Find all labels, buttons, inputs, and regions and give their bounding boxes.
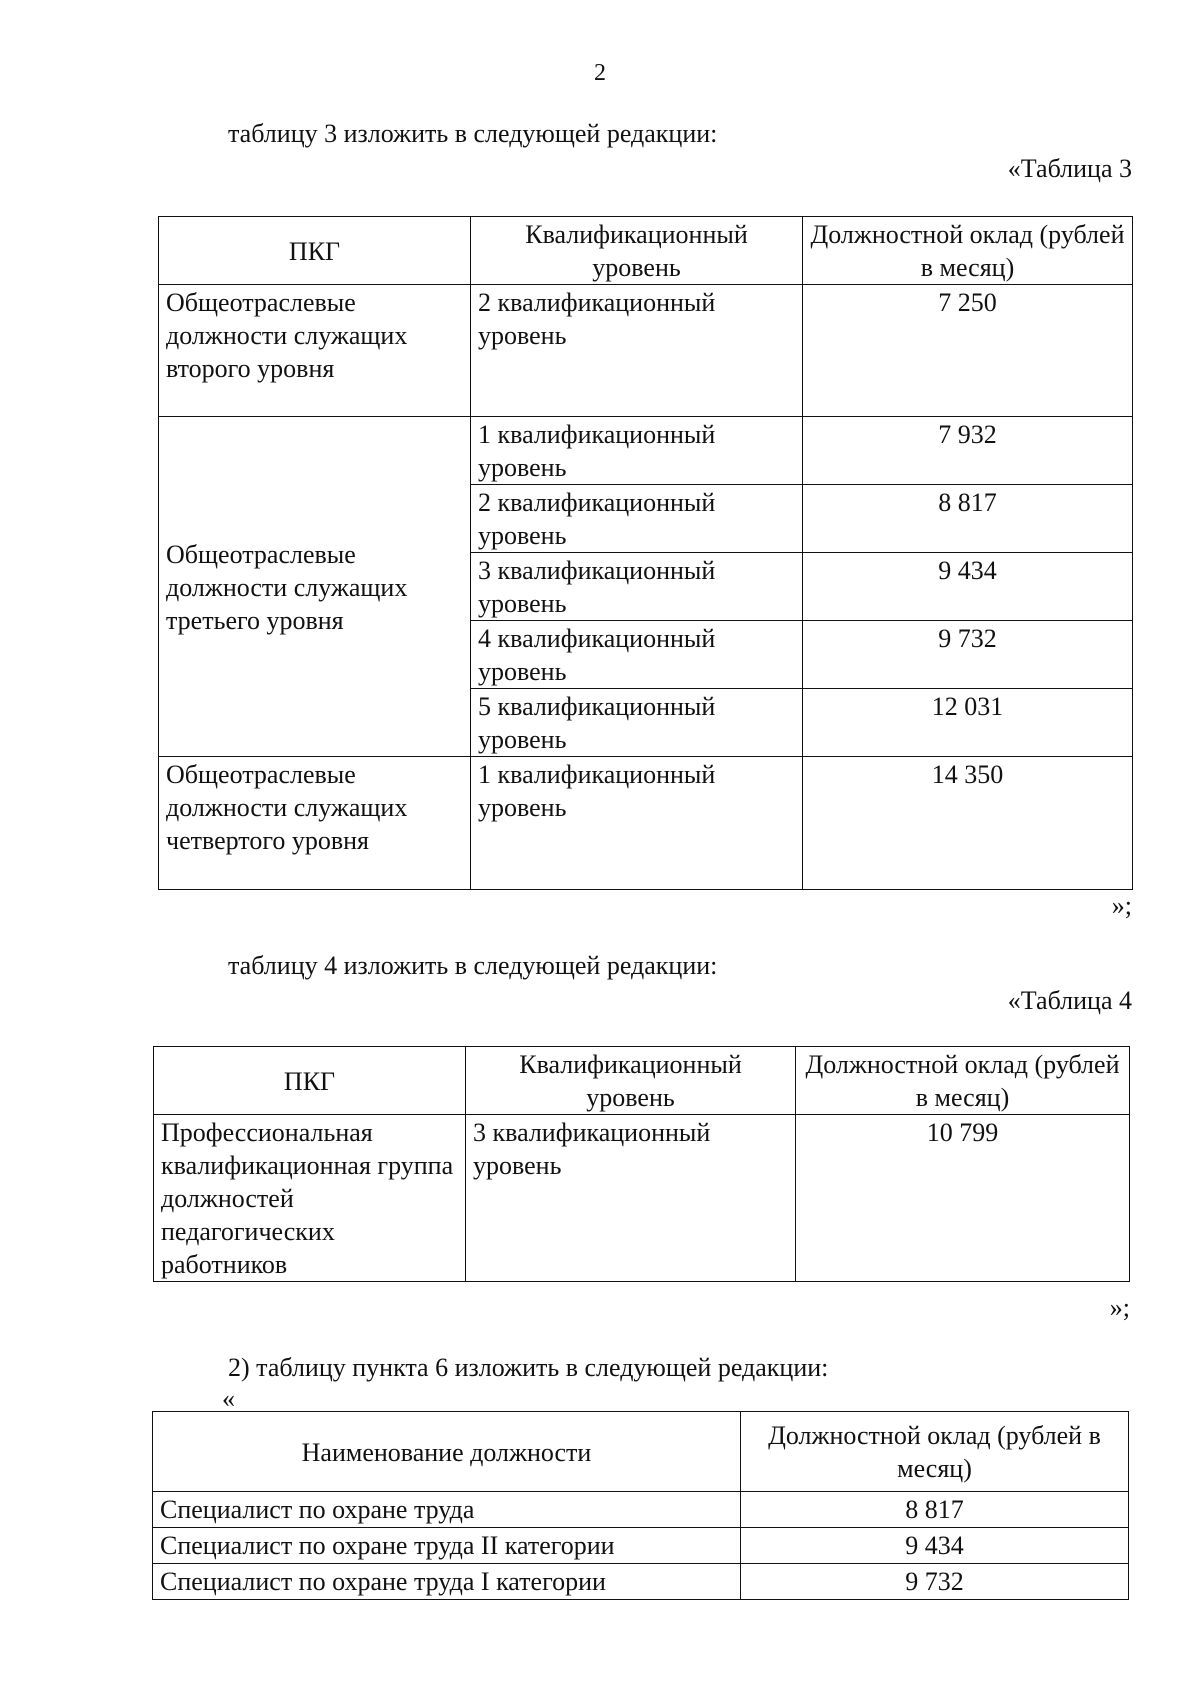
- table3-caption: «Таблица 3: [1007, 154, 1132, 183]
- table4-caption: «Таблица 4: [1007, 986, 1132, 1015]
- table-row: [159, 757, 1133, 890]
- position-cell: Специалист по охране труда: [153, 1492, 741, 1528]
- header-salary: Должностной оклад (рублей в месяц): [741, 1412, 1129, 1492]
- level-cell: 3 квалификационный уровень: [471, 553, 803, 621]
- section1-intro: таблицу 3 изложить в следующей редакции:: [228, 119, 718, 148]
- salary-cell: 9 732: [741, 1564, 1129, 1600]
- level-cell: 1 квалификационный уровень: [471, 417, 803, 485]
- group-name: Общеотраслевые должности служащих четвертого уровня: [159, 757, 471, 890]
- salary-cell: 9 434: [803, 553, 1133, 621]
- header-pkg: ПКГ: [159, 217, 471, 285]
- salary-cell: 10 799: [796, 1115, 1130, 1282]
- salary-cell: 14 350: [803, 757, 1133, 890]
- table-4: [153, 1046, 1130, 1282]
- salary-cell: 7 932: [803, 417, 1133, 485]
- salary-cell: 7 250: [803, 285, 1133, 417]
- header-salary: Должностной оклад (рублей в месяц): [803, 217, 1133, 285]
- open-quote: «: [222, 1384, 235, 1413]
- section2-intro: таблицу 4 изложить в следующей редакции:: [228, 951, 718, 980]
- header-salary: Должностной оклад (рублей в месяц): [796, 1047, 1130, 1115]
- table4-closing: »;: [1109, 1293, 1130, 1322]
- table-row: [159, 285, 1133, 417]
- level-cell: 3 квалификационный уровень: [466, 1115, 796, 1282]
- table-row: [159, 417, 1133, 485]
- level-cell: 2 квалификационный уровень: [471, 485, 803, 553]
- level-cell: 5 квалификационный уровень: [471, 689, 803, 757]
- group-name: Общеотраслевые должности служащих второго уровня: [159, 285, 471, 417]
- header-level: Квалификационный уровень: [466, 1047, 796, 1115]
- position-cell: Специалист по охране труда I категории: [153, 1564, 741, 1600]
- salary-cell: 12 031: [803, 689, 1133, 757]
- level-cell: 2 квалификационный уровень: [471, 285, 803, 417]
- group-name: Общеотраслевые должности служащих третьего уровня: [159, 417, 471, 757]
- table-row: [153, 1564, 1129, 1600]
- salary-cell: 8 817: [803, 485, 1133, 553]
- table-3: [158, 216, 1133, 890]
- table-row: [153, 1528, 1129, 1564]
- table-row: [153, 1492, 1129, 1528]
- level-cell: 4 квалификационный уровень: [471, 621, 803, 689]
- table3-closing: »;: [1111, 891, 1132, 920]
- salary-cell: 8 817: [741, 1492, 1129, 1528]
- position-cell: Специалист по охране труда II категории: [153, 1528, 741, 1564]
- page-number: 2: [594, 60, 606, 86]
- table-positions: [152, 1411, 1129, 1600]
- section3-intro: 2) таблицу пункта 6 изложить в следующей редакции:: [228, 1353, 829, 1382]
- level-cell: 1 квалификационный уровень: [471, 757, 803, 890]
- table-row: [154, 1115, 1130, 1282]
- group-name: Профессиональная квалификационная группа должностей педагогических работников: [154, 1115, 466, 1282]
- header-pkg: ПКГ: [154, 1047, 466, 1115]
- header-position: Наименование должности: [153, 1412, 741, 1492]
- salary-cell: 9 732: [803, 621, 1133, 689]
- header-level: Квалификационный уровень: [471, 217, 803, 285]
- salary-cell: 9 434: [741, 1528, 1129, 1564]
